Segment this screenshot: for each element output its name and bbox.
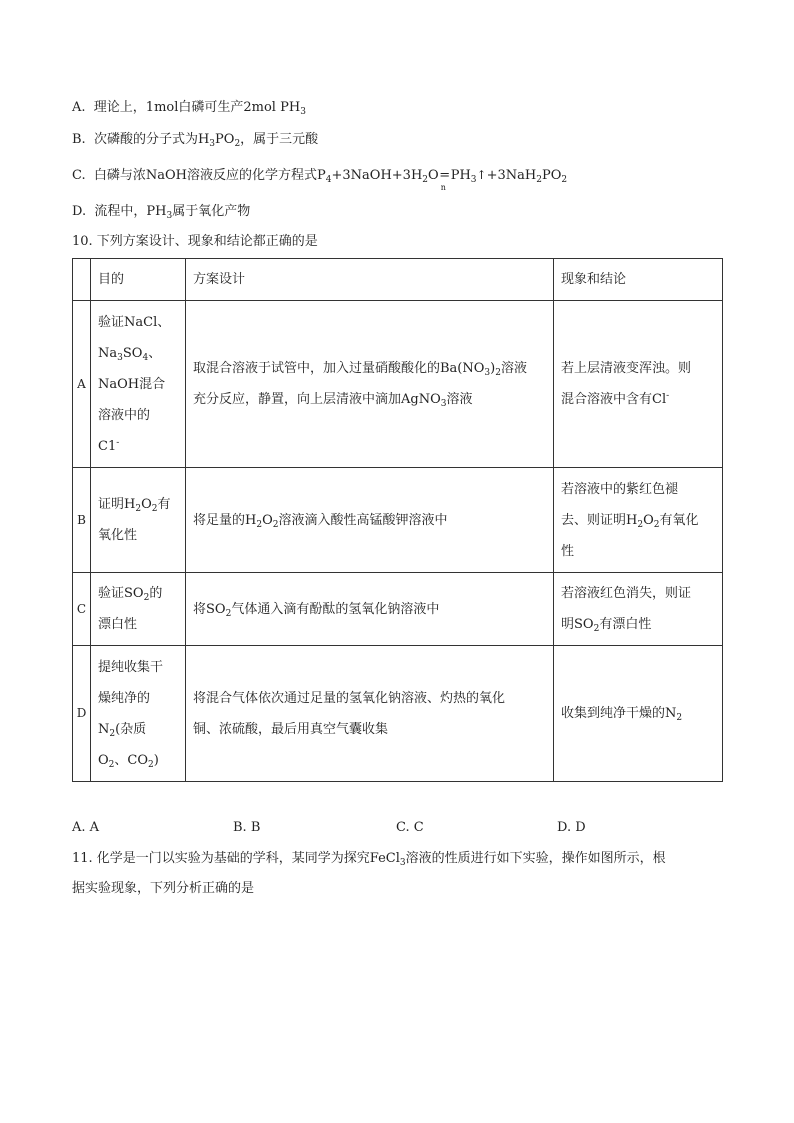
q9-option-b: B. 次磷酸的分子式为$H_3PO_2$，属于三元酸 <box>72 132 319 149</box>
q10-choice-d: D. D <box>557 820 586 835</box>
row-label: C <box>73 573 91 646</box>
cell-result: 收集到纯净干燥的$N_2$ <box>554 646 723 782</box>
cell-purpose: 验证$SO_2$的 漂白性 <box>91 573 186 646</box>
q11-stem-line-1: 11. 化学是一门以实验为基础的学科，某同学为探究FeCl$_3$溶液的性质进行如下实验，操作如图所示，根 <box>72 851 666 868</box>
reaction-condition: = n <box>439 168 451 192</box>
cell-design: 将$SO_2$气体通入滴有酚酞的氢氧化钠溶液中 <box>186 573 554 646</box>
cell-result: 若上层清液变浑浊。则 混合溶液中含有Cl- <box>554 301 723 468</box>
table-row-a <box>73 301 723 468</box>
cell-design: 取混合溶液于试管中，加入过量硝酸酸化的$Ba(NO_3)_2$溶液 充分反应，静置，向上层清液中滴加AgNO$_3$溶液 <box>186 301 554 468</box>
cell-result: 若溶液红色消失，则证 明$SO_2$有漂白性 <box>554 573 723 646</box>
q9-option-a: A. 理论上，1mol白磷可生产2mol $PH_3$ <box>72 100 306 117</box>
header-blank <box>73 259 91 301</box>
row-label: A <box>73 301 91 468</box>
cell-purpose: 提纯收集干 燥纯净的 $N_2$(杂质 $O_2$、$CO_2$) <box>91 646 186 782</box>
table-row-c <box>73 573 723 646</box>
row-label: D <box>73 646 91 782</box>
q10-choice-b: B. B <box>233 820 261 835</box>
table-row-d <box>73 646 723 782</box>
header-purpose: 目的 <box>91 259 186 301</box>
cell-purpose: 验证NaCl、 $Na_3SO_4$、 NaOH混合 溶液中的 C1- <box>91 301 186 468</box>
cell-purpose: 证明$H_2O_2$有 氧化性 <box>91 468 186 573</box>
row-label: B <box>73 468 91 573</box>
table-row-b <box>73 468 723 573</box>
header-result: 现象和结论 <box>554 259 723 301</box>
q10-stem: 10. 下列方案设计、现象和结论都正确的是 <box>72 234 318 249</box>
table-header-row <box>73 259 723 301</box>
q9-option-c: C. 白磷与浓NaOH溶液反应的化学方程式$P_4+3NaOH+3H_2O=$ n $PH_3↑+3NaH_2PO_2$ <box>72 168 568 192</box>
cell-result: 若溶液中的紫红色褪 去、则证明$H_2O_2$有氧化 性 <box>554 468 723 573</box>
q9-option-d: D. 流程中，$PH_3$属于氧化产物 <box>72 204 251 221</box>
header-design: 方案设计 <box>186 259 554 301</box>
cell-design: 将混合气体依次通过足量的氢氧化钠溶液、灼热的氧化 铜、浓硫酸，最后用真空气囊收集 <box>186 646 554 782</box>
q10-choice-c: C. C <box>396 820 424 835</box>
gas-arrow: ↑ <box>476 168 487 182</box>
q11-stem-line-2: 据实验现象，下列分析正确的是 <box>72 881 255 896</box>
q10-choice-a: A. A <box>72 820 100 835</box>
q10-table <box>72 258 723 782</box>
cell-design: 将足量的$H_2O_2$溶液滴入酸性高锰酸钾溶液中 <box>186 468 554 573</box>
